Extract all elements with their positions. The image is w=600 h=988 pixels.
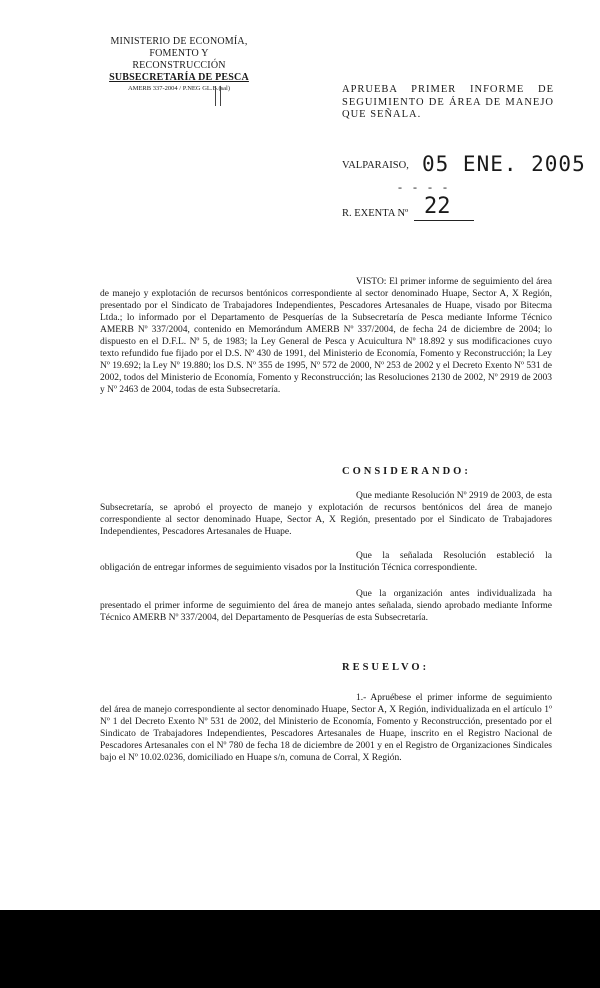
exenta-label: R. EXENTA Nº: [342, 208, 409, 219]
considerando-heading: CONSIDERANDO:: [342, 466, 471, 477]
considerando-paragraph-1: Que mediante Resolución Nº 2919 de 2003, de esta Subsecretaría, se aprobó el proyecto de manejo y explotación de recursos bentónicos del área de manejo correspondiente al sector denominado Huape, Sector A, X Región, presentado por el Sindicato de Trabajadores Independientes, Pescadores Artesanales de Huape.: [100, 491, 552, 537]
considerando-paragraph-3: Que la organización antes individualizada ha presentado el primer informe de seguimiento del área de manejo antes señalada, siendo aprobado mediante Informe Técnico AMERB Nº 337/2004, del Departamento de Pesquerías de esta Subsecretaría.: [100, 589, 552, 623]
letterhead: [104, 36, 254, 93]
scan-border: [0, 910, 600, 988]
letterhead-mark: [215, 86, 221, 106]
date-stamp: 05 ENE. 2005: [422, 152, 586, 176]
visto-paragraph: VISTO: El primer informe de seguimiento del área de manejo y explotación de recursos bentónicos correspondiente al sector denominado Huape, Sector A, X Región, presentado por el Sindicato de Trabajadores Independientes, Pescadores Artesanales de Huape, visado por Bitecma Ltda.; lo informado por el Departamento de Pesquerías de la Subsecretaría de Pesca mediante Informe Técnico AMERB Nº 337/2004, contenido en Memorándum AMERB Nº 337/2004, de fecha 24 de diciembre de 2004; lo dispuesto en el D.F.L. Nº 5, de 1983; la Ley General de Pesca y Acuicultura Nº 18.892 y sus modificaciones cuyo texto refundido fue fijado por el D.S. Nº 430 de 1991, del Ministerio de Economía, Fomento y Reconstrucción; la Ley Nº 19.692; la Ley Nº 19.880; los D.S. Nº 355 de 1995, Nº 572 de 2000, Nº 253 de 2002 y el Decreto Exento Nº 531 de 2002, todos del Ministerio de Economía, Fomento y Reconstrucción; las Resoluciones 2130 de 2002, Nº 2919 de 2003 y Nº 2463 de 2004, todas de esta Subsecretaría.: [100, 277, 552, 395]
number-underline: [414, 220, 474, 221]
resuelvo-paragraph-1: 1.- Apruébese el primer informe de seguimiento del área de manejo correspondiente al sector denominado Huape, Sector A, X Región, individualizada en el artículo 1º Nº 1 del Decreto Exento Nº 531 de 2002, del Ministerio de Economía, Fomento y Reconstrucción, presentado por el Sindicato de Trabajadores Independientes, Pescadores Artesanales de Huape, inscrito en el Registro Nacional de Pescadores Artesanales con el Nº 780 de fecha 18 de diciembre de 2001 y en el Registro de Organizaciones Sindicales bajo el Nº 10.02.0236, domiciliado en Huape s/n, comuna de Corral, X Región.: [100, 693, 552, 763]
place-label: VALPARAISO,: [342, 160, 409, 171]
ministry-line-2: FOMENTO Y RECONSTRUCCIÓN: [132, 48, 226, 71]
exenta-number: 22: [424, 194, 451, 219]
reference-code: AMERB 337-2004 / P.NEG GL.B.(sal): [127, 85, 230, 92]
dash-marks: - - - -: [398, 180, 451, 194]
document-title: APRUEBA PRIMER INFORME DE SEGUIMIENTO DE ÁREA DE MANEJO QUE SEÑALA.: [342, 84, 554, 120]
ministry-line-1: MINISTERIO DE ECONOMÍA,: [110, 36, 248, 47]
considerando-paragraph-2: Que la señalada Resolución estableció la obligación de entregar informes de seguimiento visados por la Institución Técnica correspondiente.: [100, 551, 552, 573]
resuelvo-heading: RESUELVO:: [342, 662, 430, 673]
subsecretaria-line: SUBSECRETARÍA DE PESCA: [109, 72, 249, 83]
